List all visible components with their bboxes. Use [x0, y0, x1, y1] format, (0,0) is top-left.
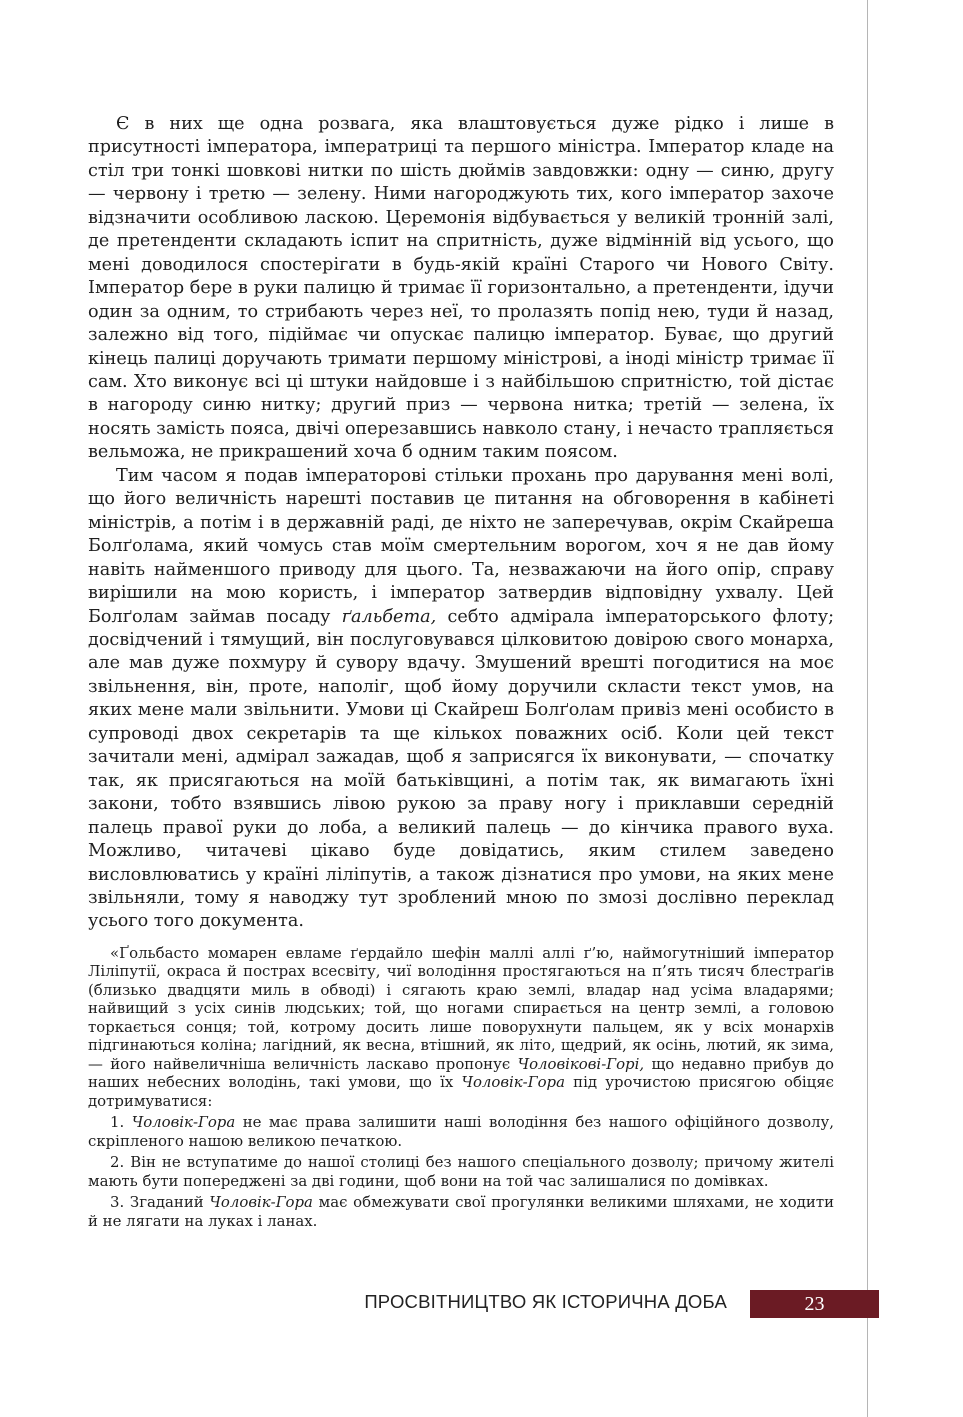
- page-number: 23: [804, 1292, 825, 1315]
- paragraph-1: [88, 113, 834, 465]
- paragraph-2-italic-term: ґальбета,: [341, 606, 437, 627]
- footer-section-title: ПРОСВІТНИЦТВО ЯК ІСТОРИЧНА ДОБА: [364, 1291, 727, 1312]
- item-3-number: 3. Згаданий: [110, 1193, 210, 1212]
- document-item-2: [88, 1153, 834, 1190]
- item-3-italic: Чоловік-Гора: [209, 1193, 313, 1212]
- page-content: [88, 113, 834, 1230]
- paragraph-1-text: Є в них ще одна розвага, яка влаштовується дуже рідко і лише в присутності імператора, імператриці та першого міністра. Імператор кладе на стіл три тонкі шовкові нитки по шість дюймів завдовжки: одну — синю, другу — червону і третю — зелену. Ними нагороджують тих, кого імператор захоче відзначити особливою ласкою. Церемонія відбувається у великій тронній залі, де претенденти складають іспит на спритність, дуже відмінній від усього, що мені доводилося спостерігати в будь-якій країні Старого чи Нового Світу. Імператор бере в руки палицю й тримає її горизонтально, а претенденти, ідучи один за одним, то стрибають через неї, то пролазять попід нею, туди й назад, залежно від того, підіймає чи опускає палицю імператор. Буває, що другий кінець палиці доручають тримати першому міністрові, а іноді міністр тримає її сам. Хто виконує всі ці штуки найдовше і з найбільшою спритністю, той дістає в нагороду синю нитку; другий приз — червона нитка; третій — зелена, їх носять замість пояса, двічі оперезавшись навколо стану, і нечасто трапляється вельможа, не прикрашений хоча б одним таким поясом.: [88, 114, 834, 463]
- document-item-1: [88, 1113, 834, 1150]
- item-2-text: 2. Він не вступатиме до нашої столиці без нашого спеціального дозволу; причому жителі мають бути попереджені за дві години, щоб вони на той час залишалися по домівках.: [88, 1153, 834, 1190]
- item-1-italic: Чоловік-Гора: [131, 1113, 236, 1132]
- document-item-3: [88, 1193, 834, 1230]
- item-1-number: 1.: [110, 1113, 132, 1132]
- preamble-italic-1: Чоловікові-Горі,: [517, 1054, 645, 1073]
- paragraph-2-text-a: Тим часом я подав імператорові стільки прохань про дарування мені волі, що його величність нарешті поставив це питання на обговорення в кабінеті міністрів, а потім і в державній раді, де ніхто не заперечував, окрім Скайреша Болґолама, який чомусь став моїм смертельним ворогом, хоч я не дав йому навіть найменшого приводу для цього. Та, незважаючи на його опір, справу вирішили на мою користь, і імператор затвердив відповідну ухвалу. Цей Болґолам займав посаду: [88, 465, 834, 627]
- preamble-text-a: «Ґольбасто момарен евламе ґердайло шефін маллі аллі ґ’ю, наймогутніший імператор Ліліпутії, окраса й пострах всесвіту, чиї володіння простягаються на п’ять тисяч блестраґів (близько двадцяти миль в обводі) і сягають краю землі, владар над усіма владарями; найвищий з усіх синів людських; той, що ногами спирається на центр землі, а головою торкається сонця; той, котрому досить лише поворухнути пальцем, як у всіх монархів підгинаються коліна; лагідний, як весна, втішний, як літо, щедрий, як осінь, лютий, як зима, — його найвеличніша величність ласкаво пропонує: [88, 943, 834, 1073]
- page-edge-rule: [867, 0, 868, 1417]
- item-1-text: не має права залишити наші володіння без нашого офіційного дозволу, скріпленого нашою великою печаткою.: [88, 1113, 834, 1150]
- item-3-text: має обмежувати свої прогулянки великими шляхами, не ходити й не лягати на луках і ланах.: [88, 1193, 834, 1230]
- preamble-italic-2: Чоловік-Гора: [461, 1073, 565, 1092]
- preamble-text-c: під урочистою присягою обіцяє дотримуватися:: [88, 1073, 834, 1110]
- document-preamble: [88, 944, 834, 1111]
- page-number-box: [750, 1290, 879, 1318]
- paragraph-2-text-b: себто адмірала імператорського флоту; досвідчений і тямущий, він послуговувався цілковитою довірою свого монарха, але мав дуже похмуру й сувору вдачу. Змушений врешті погодитися на моє звільнення, він, проте, наполіг, щоб йому доручили скласти текст умов, на яких мене мали звільнити. Умови ці Скайреш Болґолам привіз мені особисто в супроводі двох секретарів та ще кількох поважних осіб. Коли цей текст зачитали мені, адмірал зажадав, щоб я заприсягся їх виконувати, — спочатку так, як присягаються на моїй батьківщині, а потім так, як вимагають їхні закони, тобто взявшись лівою рукою за праву ногу і приклавши середній палець правої руки до лоба, а великий палець — до кінчика правого вуха. Можливо, читачеві цікаво буде довідатись, яким стилем заведено висловлюватись у країні ліліпутів, а також дізнатися про умови, на яких мене звільняли, тому я наводжу тут зроблений мною по змозі дослівно переклад усього того документа.: [88, 606, 834, 932]
- preamble-text-b: що недавно прибув до наших небесних володінь, такі умови, що їх: [88, 1054, 834, 1092]
- paragraph-2: [88, 465, 834, 934]
